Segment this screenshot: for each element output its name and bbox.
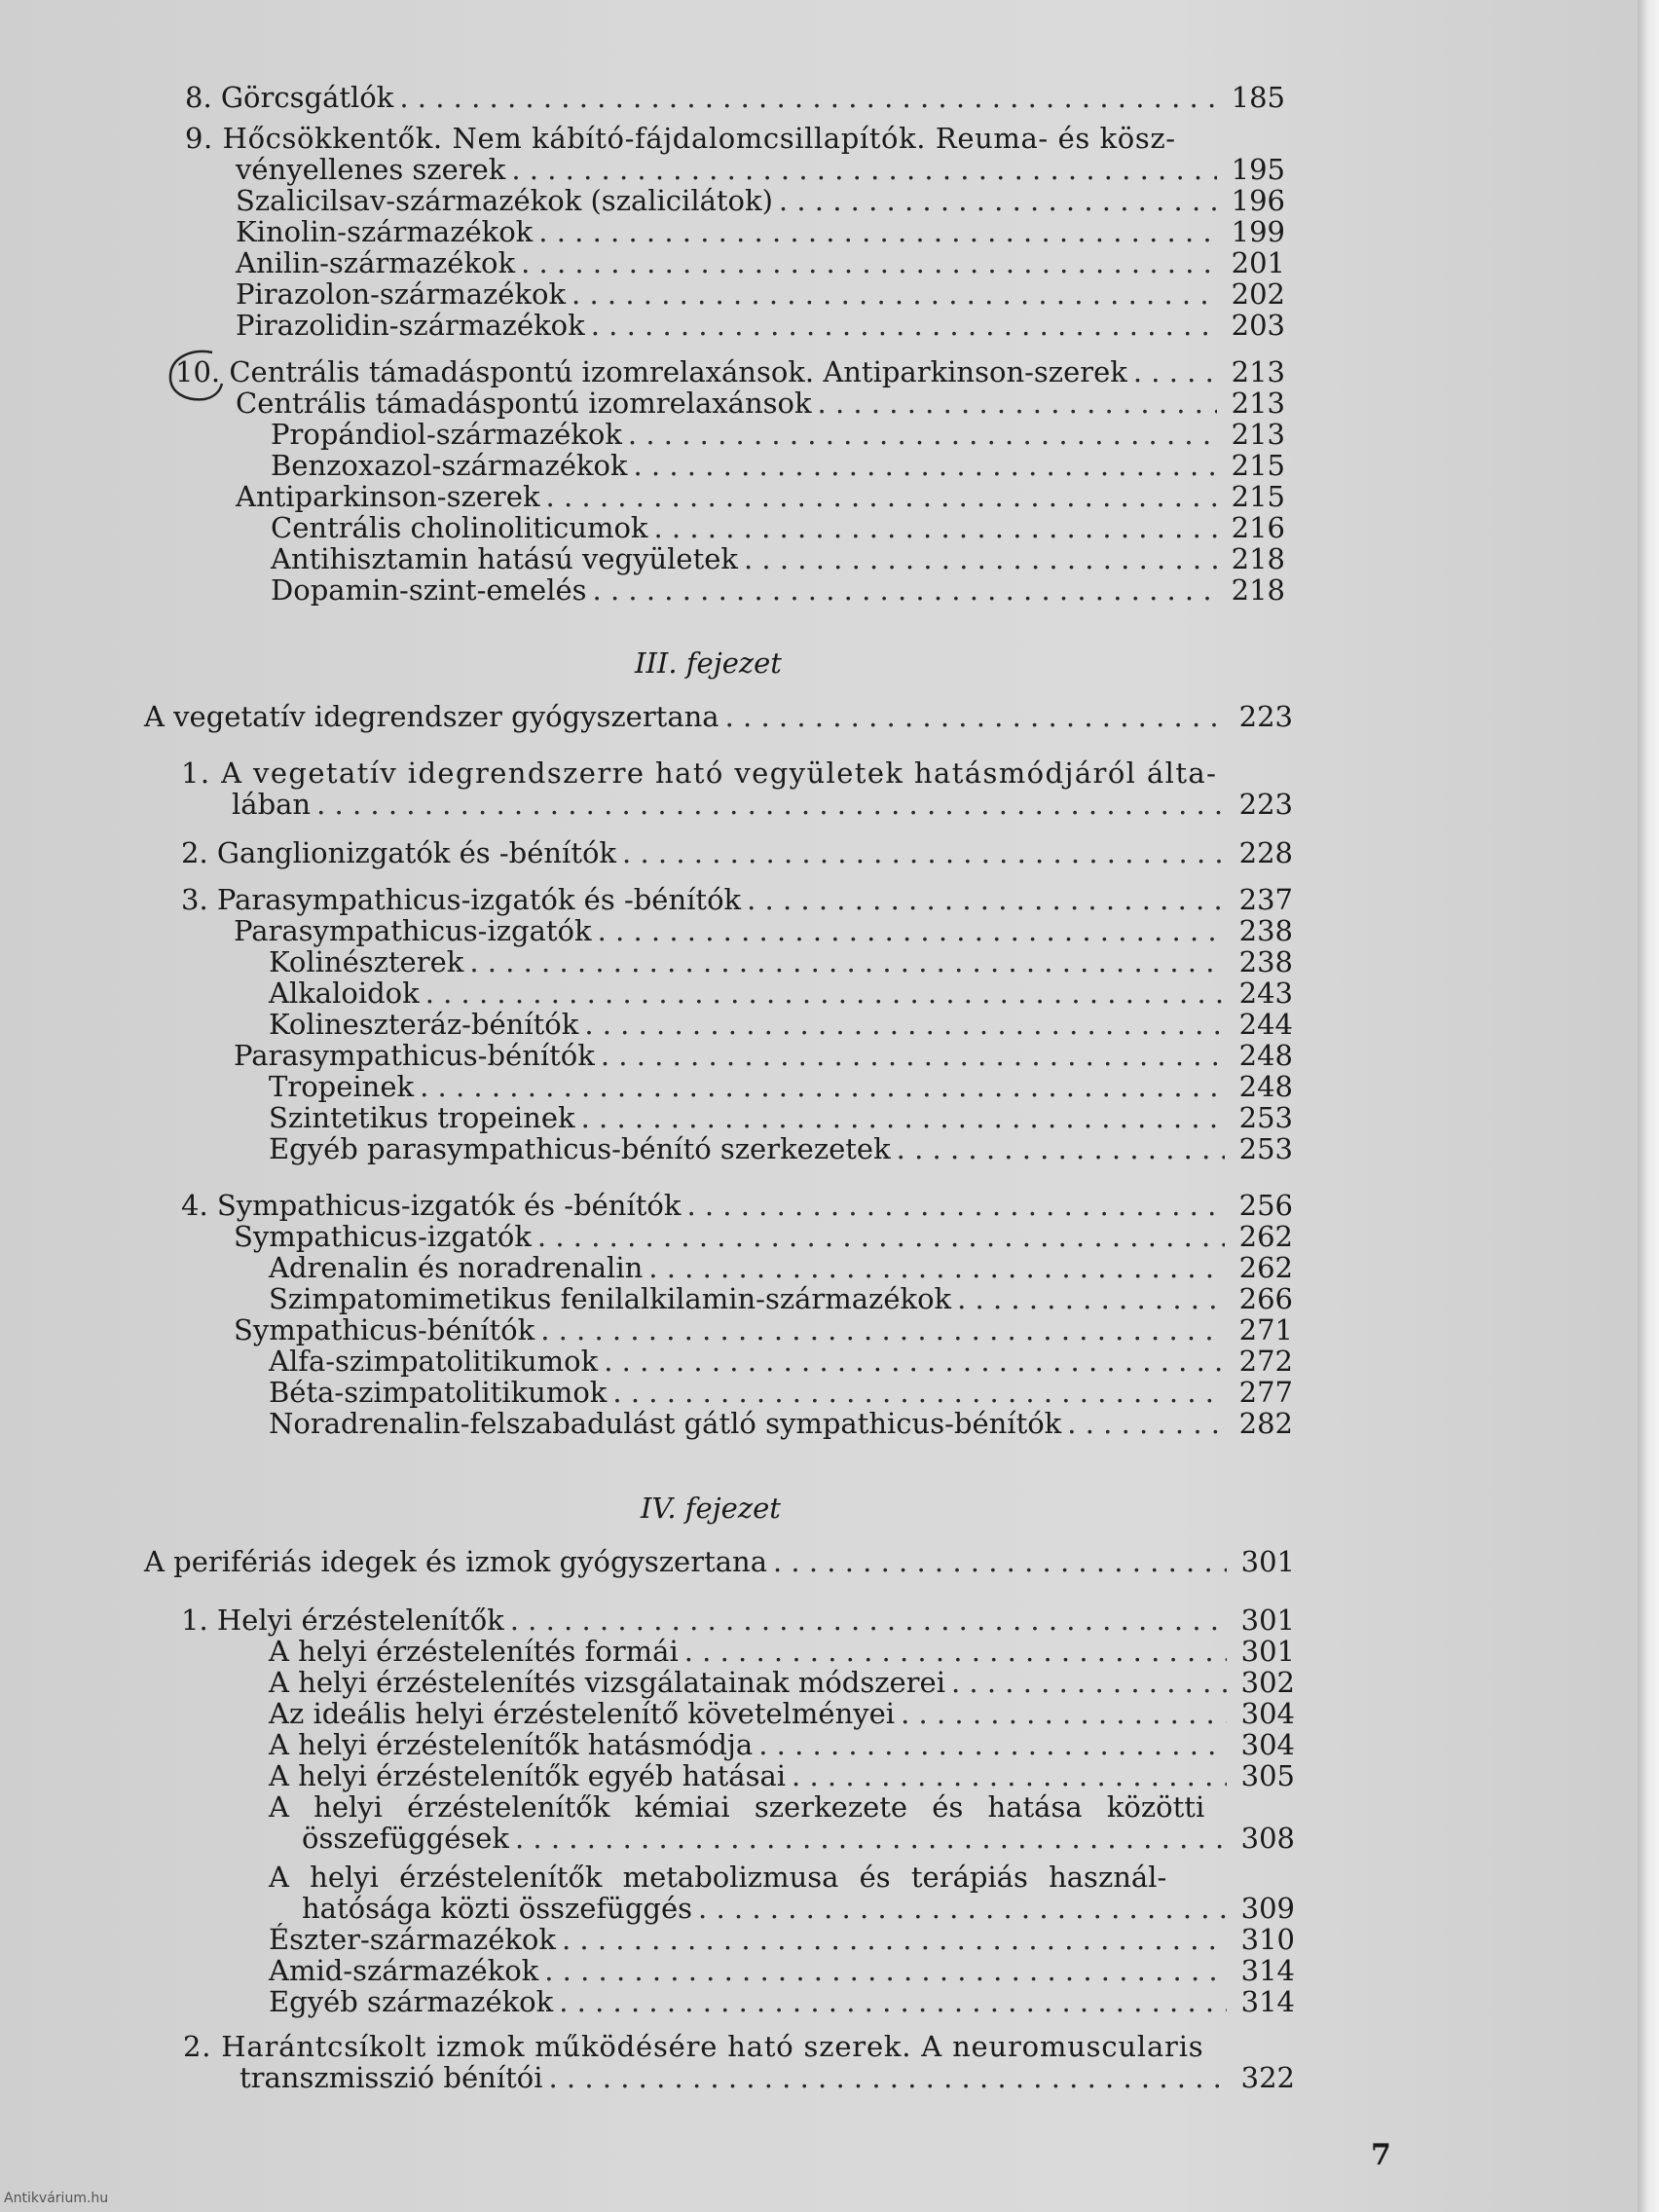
dot-leader [537,1221,1225,1252]
dot-leader [648,1252,1225,1283]
dot-leader [562,1924,1227,1955]
toc-entry: Anilin-származékok . . . 201 [236,247,1285,278]
dot-leader [628,419,1217,450]
dot-leader [598,915,1225,946]
toc-entry: A helyi érzéstelenítés formái . . . 301 [269,1636,1295,1667]
dot-leader [612,1377,1225,1408]
toc-entry: Antiparkinson-szerek . . . 215 [236,481,1285,512]
dot-leader [684,1636,1227,1667]
dot-leader [544,1955,1227,1986]
dot-leader [559,1986,1227,2017]
toc-entry: 2. Ganglionizgatók és -bénítók . . . 228 [181,837,1293,868]
watermark: Antikvárium.hu [4,2191,109,2206]
dot-leader [698,1893,1227,1924]
toc-entry-line: 1. A vegetatív idegrendszerre ható vegyületek hatásmódjáról álta- [181,756,1218,790]
dot-leader [744,543,1217,574]
dot-leader [316,789,1225,820]
toc-entry: Egyéb parasympathicus-bénító szerkezetek . . . 253 [269,1133,1293,1164]
chapter-heading: III. fejezet [635,646,782,680]
dot-leader [1067,1408,1225,1439]
dot-leader [725,701,1225,732]
dot-leader [420,1071,1225,1102]
dot-leader [510,1604,1227,1636]
toc-entry: 1. Helyi érzéstelenítők . . . 301 [181,1604,1295,1636]
dot-leader [521,247,1217,278]
toc-entry: Pirazolon-származékok . . . 202 [236,278,1285,310]
toc-entry: összefüggések . . . 308 [302,1823,1295,1854]
dot-leader [548,2062,1227,2093]
toc-entry: 4. Sympathicus-izgatók és -bénítók . . . 256 [181,1190,1293,1221]
toc-entry: Adrenalin és noradrenalin . . . 262 [269,1252,1293,1283]
page-number: 7 [1371,2138,1391,2172]
dot-leader [591,310,1217,341]
toc-entry: Centrális cholinoliticumok . . . 216 [271,512,1285,543]
toc-entry: Antihisztamin hatású vegyületek . . . 218 [271,543,1285,574]
toc-entry: Alkaloidok . . . 243 [269,977,1293,1009]
dot-leader [469,946,1225,977]
toc-entry-line: A helyi érzéstelenítők kémiai szerkezete és hatása közötti [269,1790,1205,1824]
dot-leader [540,1314,1225,1346]
dot-leader [686,1190,1225,1221]
chapter-heading: IV. fejezet [641,1492,781,1525]
dot-leader [747,884,1225,915]
toc-entry: transzmisszió bénítói . . . 322 [240,2062,1295,2093]
toc-entry: Parasympathicus-bénítók . . . 248 [234,1040,1293,1071]
dot-leader [593,574,1217,606]
dot-leader [399,82,1217,113]
toc-entry: Amid-származékok . . . 314 [269,1955,1295,1986]
toc-entry: Alfa-szimpatolitikumok . . . 272 [269,1346,1293,1377]
book-spine-edge [1638,0,1659,2212]
dot-leader [653,512,1217,543]
dot-leader [818,387,1217,419]
toc-entry: Béta-szimpatolitikumok . . . 277 [269,1377,1293,1408]
toc-entry: A helyi érzéstelenítés vizsgálatainak módszerei . . . 302 [269,1667,1295,1698]
toc-entry: Centrális támadáspontú izomrelaxánsok . . . 213 [236,387,1285,419]
toc-entry-line: A helyi érzéstelenítők metabolizmusa és terápiás használ- [269,1861,1167,1894]
dot-leader [957,1283,1225,1314]
toc-entry: A perifériás idegek és izmok gyógyszertana . . . 301 [144,1546,1295,1577]
dot-leader [773,1546,1227,1577]
toc-entry: Benzoxazol-származékok . . . 215 [271,450,1285,481]
toc-entry: Sympathicus-bénítók . . . 271 [234,1314,1293,1346]
toc-entry: Szimpatomimetikus fenilalkilamin-származékok . . . 266 [269,1283,1293,1314]
toc-entry: Szalicilsav-származékok (szalicilátok) . . . 196 [236,185,1285,216]
toc-entry: Az ideális helyi érzéstelenítő követelményei . . . 304 [269,1698,1295,1729]
dot-leader [538,216,1217,247]
toc-entry: Kinolin-származékok . . . 199 [236,216,1285,247]
dot-leader [601,1040,1225,1071]
toc-entry: 8. Görcsgátlók . . . 185 [185,82,1285,113]
toc-entry: Noradrenalin-felszabadulást gátló sympathicus-bénítók . . . 282 [269,1408,1293,1439]
dot-leader [792,1760,1227,1791]
toc-entry: Sympathicus-izgatók . . . 262 [234,1221,1293,1252]
toc-entry: Szintetikus tropeinek . . . 253 [269,1102,1293,1133]
toc-entry: Pirazolidin-származékok . . . 203 [236,310,1285,341]
dot-leader [584,1009,1225,1040]
dot-leader [571,278,1217,310]
dot-leader [425,977,1225,1009]
toc-entry: A vegetatív idegrendszer gyógyszertana . . . 223 [144,701,1293,732]
toc-entry: Parasympathicus-izgatók . . . 238 [234,915,1293,946]
toc-entry: A helyi érzéstelenítők hatásmódja . . . 304 [269,1729,1295,1760]
dot-leader [1133,356,1217,387]
toc-entry: lában . . . 223 [232,789,1293,820]
dot-leader [758,1729,1227,1760]
toc-entry: hatósága közti összefüggés . . . 309 [302,1893,1295,1924]
toc-entry: Egyéb származékok . . . 314 [269,1986,1295,2017]
dot-leader [951,1667,1227,1698]
dot-leader [515,1823,1227,1854]
toc-entry: Kolinészterek . . . 238 [269,946,1293,977]
toc-entry: Tropeinek . . . 248 [269,1071,1293,1102]
toc-entry: Propándiol-származékok . . . 213 [271,419,1285,450]
dot-leader [581,1102,1225,1133]
dot-leader [511,154,1217,185]
dot-leader [622,837,1225,868]
toc-entry: 10. Centrális támadáspontú izomrelaxánsok. Antiparkinson-szerek . . . 213 [175,356,1285,387]
dot-leader [634,450,1218,481]
toc-entry: vényellenes szerek . . . 195 [236,154,1285,185]
dot-leader [897,1133,1225,1164]
toc-entry: A helyi érzéstelenítők egyéb hatásai . . . 305 [269,1760,1295,1791]
dot-leader [901,1698,1227,1729]
dot-leader [604,1346,1225,1377]
toc-entry-line: 9. Hőcsökkentők. Nem kábító-fájdalomcsillapítók. Reuma- és kösz- [185,122,1176,155]
toc-entry-line: 2. Harántcsíkolt izmok működésére ható szerek. A neuromuscularis [183,2030,1204,2063]
toc-entry: 3. Parasympathicus-izgatók és -bénítók . . . 237 [181,884,1293,915]
dot-leader [779,185,1217,216]
toc-entry: Észter-származékok . . . 310 [269,1924,1295,1955]
toc-entry: Kolineszteráz-bénítók . . . 244 [269,1009,1293,1040]
dot-leader [546,481,1217,512]
toc-entry: Dopamin-szint-emelés . . . 218 [271,574,1285,606]
